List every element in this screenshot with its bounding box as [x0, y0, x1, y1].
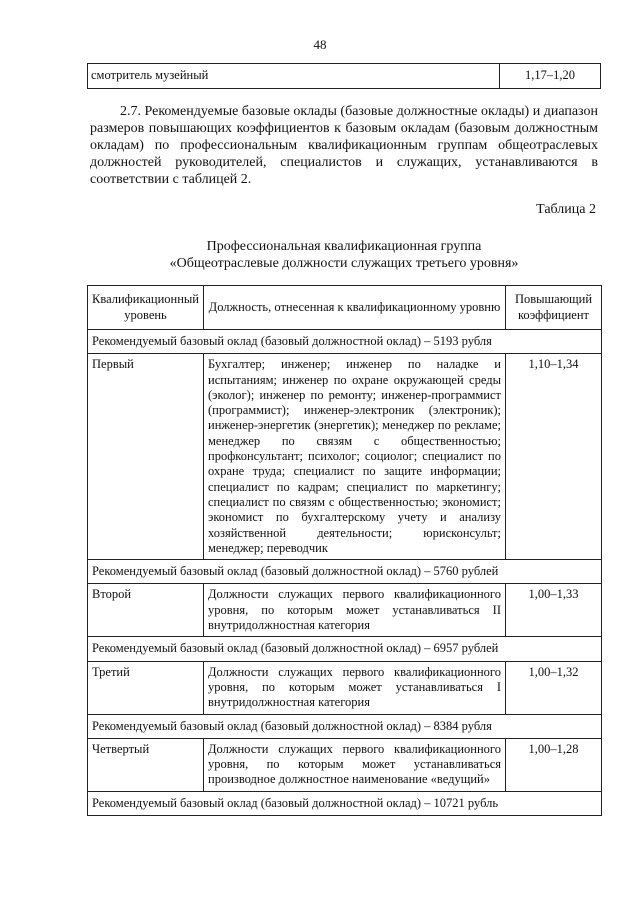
header-level: Квалификационный уровень: [88, 286, 204, 330]
salary-cell: Рекомендуемый базовый оклад (базовый должностной оклад) – 6957 рублей: [88, 637, 602, 661]
table-title-line-2: «Общеотраслевые должности служащих третьего уровня»: [169, 256, 519, 271]
table-row: [88, 354, 602, 560]
table-title: [87, 238, 601, 272]
header-position: Должность, отнесенная к квалификационному уровню: [204, 286, 506, 330]
coefficient-cell: 1,10–1,34: [506, 354, 602, 560]
table-row: [88, 584, 602, 637]
salary-table: [87, 285, 602, 816]
table-title-line-1: Профессиональная квалификационная группа: [206, 239, 482, 254]
level-cell: Второй: [88, 584, 204, 637]
table-label: Таблица 2: [536, 202, 596, 217]
header-row: [88, 286, 602, 330]
continued-table: [87, 63, 601, 89]
salary-row: [88, 560, 602, 584]
page-number: 48: [313, 37, 327, 52]
salary-row: [88, 791, 602, 815]
level-cell: Третий: [88, 661, 204, 714]
final-salary-cell: Рекомендуемый базовый оклад (базовый должностной оклад) – 10721 рубль: [88, 791, 602, 815]
table-row: [88, 738, 602, 791]
level-cell: Четвертый: [88, 738, 204, 791]
table-row: [88, 64, 601, 89]
level-cell: Первый: [88, 354, 204, 560]
coefficient-cell: 1,00–1,28: [506, 738, 602, 791]
salary-cell: Рекомендуемый базовый оклад (базовый должностной оклад) – 8384 рубля: [88, 714, 602, 738]
positions-cell: Должности служащих первого квалификационного уровня, по которым может устанавливаться производное должностное наименование «ведущий»: [204, 738, 506, 791]
coefficient-cell: 1,00–1,33: [506, 584, 602, 637]
salary-row: [88, 714, 602, 738]
coefficient-cell: 1,17–1,20: [500, 64, 601, 89]
salary-cell: Рекомендуемый базовый оклад (базовый должностной оклад) – 5193 рубля: [88, 330, 602, 354]
table-row: [88, 661, 602, 714]
positions-cell: Должности служащих первого квалификационного уровня, по которым может устанавливаться I внутридолжностная категория: [204, 661, 506, 714]
positions-cell: Бухгалтер; инженер; инженер по наладке и испытаниям; инженер по охране окружающей среды (эколог); инженер по ремонту; инженер-программист (программист); инженер-электроник (электроник); инженер-энергетик (энергетик); менеджер по рекламе; менеджер по связям с общественностью; профконсультант; психолог; социолог; специалист по охране труда; специалист по защите информации; специалист по кадрам; специалист по маркетингу; специалист по связям с общественностью; экономист; экономист по бухгалтерскому учету и анализу хозяйственной деятельности; юрисконсульт; менеджер; переводчик: [204, 354, 506, 560]
paragraph-2-7: 2.7. Рекомендуемые базовые оклады (базовые должностные оклады) и диапазон размеров повышающих коэффициентов к базовым окладам (базовым должностным окладам) по профессиональным квалификационным группам общеотраслевых должностей руководителей, специалистов и служащих, устанавливаются в соответствии с таблицей 2.: [90, 104, 598, 187]
positions-cell: Должности служащих первого квалификационного уровня, по которым может устанавливаться II внутридолжностная категория: [204, 584, 506, 637]
position-cell: смотритель музейный: [88, 64, 500, 89]
salary-row: [88, 330, 602, 354]
salary-row: [88, 637, 602, 661]
salary-cell: Рекомендуемый базовый оклад (базовый должностной оклад) – 5760 рублей: [88, 560, 602, 584]
coefficient-cell: 1,00–1,32: [506, 661, 602, 714]
header-coefficient: Повышающий коэффициент: [506, 286, 602, 330]
